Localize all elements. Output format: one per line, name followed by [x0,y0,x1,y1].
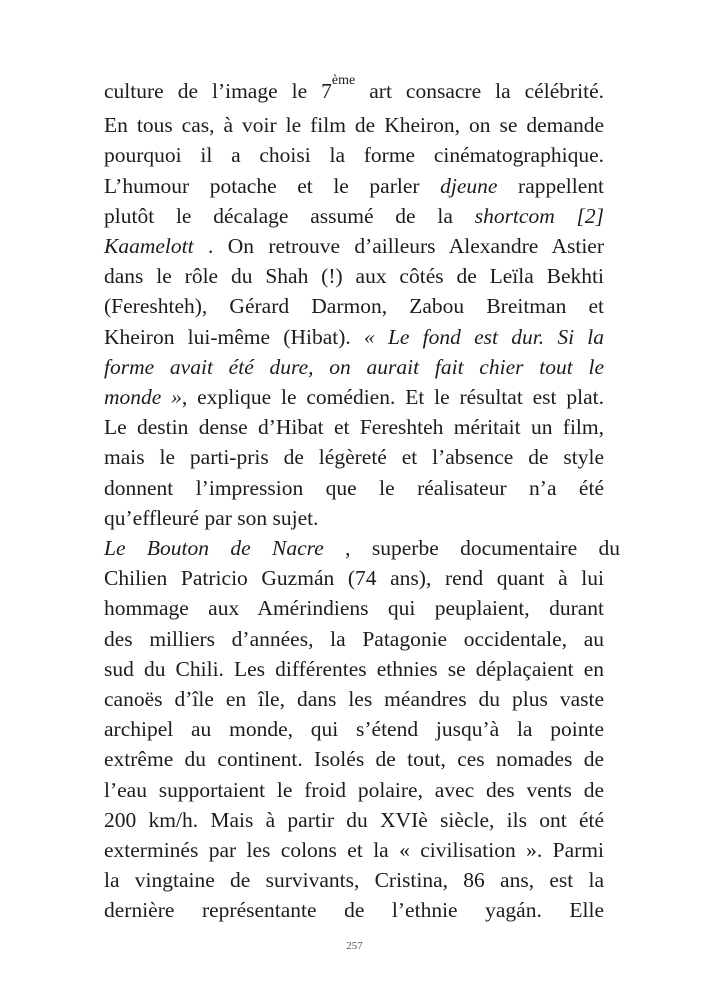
italic-text: « Le fond est dur. Si la [363,324,604,349]
text-line-10 [104,352,604,382]
text-line-12: Le destin dense d’Hibat et Fereshteh méritait un film, [104,415,604,440]
text-line-8: (Fereshteh), Gérard Darmon, Zabou Breitman et [104,294,604,319]
text-line-19: des milliers d’années, la Patagonie occidentale, au [104,626,604,651]
text-line-15: qu’effleuré par son sujet. [104,505,319,530]
text-line-11: monde », explique le comédien. Et le résultat est plat. [104,385,604,410]
text-line-2: En tous cas, à voir le film de Kheiron, on se demande [104,113,604,138]
page-number: 257 [346,940,363,952]
text-line-26: exterminés par les colons et la « civilisation ». Parmi [104,838,604,863]
text-line-28: dernière représentante de l’ethnie yagán. Elle [104,898,604,923]
italic-text: djeune [440,173,498,198]
italic-text: Kaamelott [104,234,194,259]
text-line-17: Chilien Patricio Guzmán (74 ans), rend quant à lui [104,566,604,591]
text-line-13: mais le parti-pris de légèreté et l’absence de style [104,445,604,470]
text-line-3: pourquoi il a choisi la forme cinématographique. [104,143,604,168]
text-line-6: Kaamelott . On retrouve d’ailleurs Alexandre Astier [104,234,604,259]
text-line-16: Le Bouton de Nacre , superbe documentaire du [104,536,620,561]
text-line-7: dans le rôle du Shah (!) aux côtés de Leïla Bekhti [104,264,604,289]
text-line-5: plutôt le décalage assumé de la shortcom [2] [104,203,604,228]
text-line-14: donnent l’impression que le réalisateur n’a été [104,475,604,500]
text-line-22: archipel au monde, qui s’étend jusqu’à la pointe [104,717,604,742]
text-line-4: L’humour potache et le parler djeune rappellent [104,173,604,198]
text-line-25: 200 km/h. Mais à partir du XVIè siècle, ils ont été [104,807,604,832]
text-line-9: Kheiron lui-même (Hibat). « Le fond est dur. Si la [104,324,604,349]
text-line-21: canoës d’île en île, dans les méandres du plus vaste [104,687,604,712]
italic-text: forme avait été dure, on aurait fait chier tout le [104,354,604,379]
italic-text: monde », [104,385,188,410]
superscript: ème [331,73,356,88]
text-line-27: la vingtaine de survivants, Cristina, 86 ans, est la [104,868,604,893]
text-line-18: hommage aux Amérindiens qui peuplaient, durant [104,596,604,621]
italic-text: shortcom [2] [474,203,604,228]
italic-text: Le Bouton de Nacre [104,536,324,561]
text-line-1: culture de l’image le 7ème art consacre la célébrité. [104,73,605,103]
text-line-24: l’eau supportaient le froid polaire, avec des vents de [104,777,604,802]
text-line-23: extrême du continent. Isolés de tout, ces nomades de [104,747,604,772]
text-line-20: sud du Chili. Les différentes ethnies se déplaçaient en [104,656,604,681]
body-text [104,73,620,926]
